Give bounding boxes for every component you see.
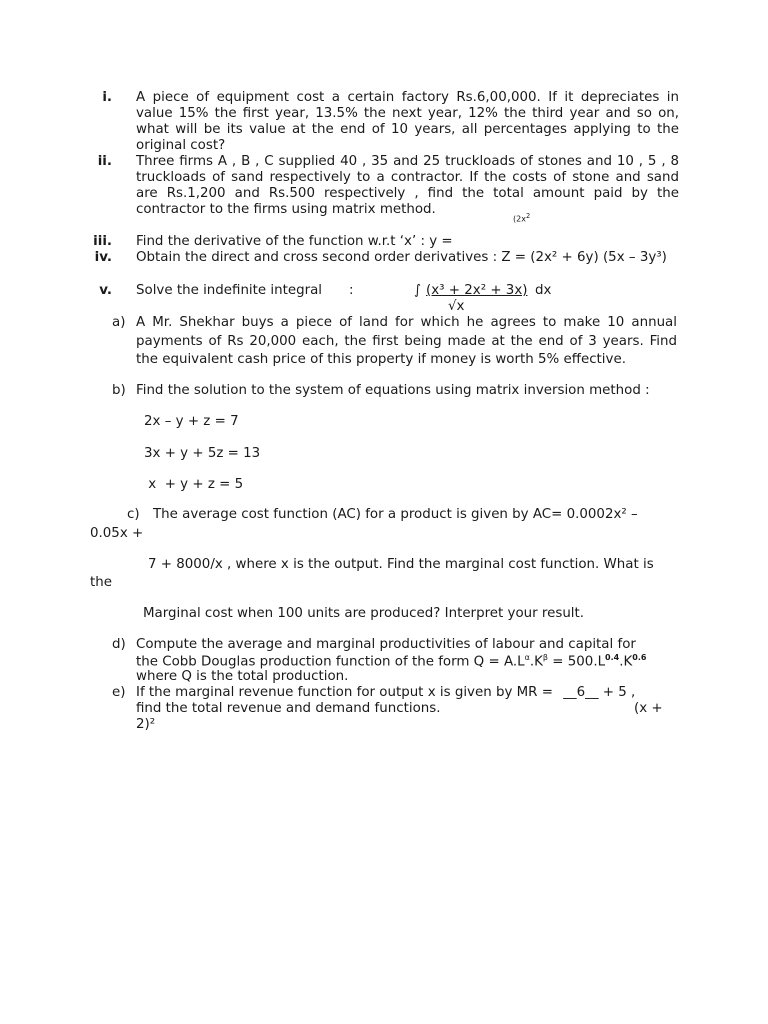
question-number: i. bbox=[102, 90, 112, 105]
integral-dx: dx bbox=[535, 283, 552, 298]
stray-base: (2x bbox=[513, 214, 526, 224]
part-c-line2-wrap: the bbox=[90, 575, 112, 590]
formula-text: .K bbox=[619, 654, 633, 670]
part-a-label: a) bbox=[112, 315, 126, 330]
question-number: v. bbox=[99, 283, 112, 298]
formula-text: .K bbox=[529, 654, 543, 670]
part-c-line1-wrap: 0.05x + bbox=[90, 526, 144, 541]
equation-3: x + y + z = 5 bbox=[144, 477, 244, 492]
alpha-exponent: α bbox=[524, 653, 530, 662]
part-d-label: d) bbox=[112, 637, 126, 652]
part-e-label: e) bbox=[112, 685, 126, 700]
part-d-line3: where Q is the total production. bbox=[136, 669, 349, 684]
question-number: iii. bbox=[93, 234, 112, 249]
question-iv bbox=[90, 250, 680, 282]
mr-text-tail: + 5 , bbox=[598, 685, 636, 700]
part-a-text: A Mr. Shekhar buys a piece of land for which he agrees to make 10 annual payments of Rs 20,000 each, the first being made at the end of 3 years. Find the equivalent cash price of this property if money is worth 5% effective. bbox=[136, 315, 677, 367]
part-c-label: c) bbox=[127, 507, 140, 522]
question-i bbox=[90, 90, 680, 154]
equation-2: 3x + y + 5z = 13 bbox=[144, 446, 261, 461]
part-c-line1: The average cost function (AC) for a product is given by AC= 0.0002x² – bbox=[153, 507, 638, 522]
part-b-label: b) bbox=[112, 383, 126, 398]
question-text: A piece of equipment cost a certain factory Rs.6,00,000. If it depreciates in value 15% the first year, 13.5% the next year, 12% the third year and so on, what will be its value at the end of 10 years, all percentages applying to the original cost? bbox=[136, 90, 679, 153]
mr-denominator-b: 2)² bbox=[136, 717, 156, 732]
mr-text: If the marginal revenue function for output x is given by MR = bbox=[136, 685, 553, 700]
question-text: Obtain the direct and cross second order derivatives : Z = (2x² + 6y) (5x – 3y³) bbox=[136, 250, 667, 265]
question-ii bbox=[90, 154, 680, 218]
capital-exponent: 0.6 bbox=[632, 653, 647, 662]
question-v bbox=[90, 283, 680, 315]
question-text: Three firms A , B , C supplied 40 , 35 and 25 truckloads of stones and 10 , 5 , 8 truckloads of sand respectively to a contractor. If the costs of stone and sand are Rs.1,200 and Rs.500 respectively , find the total amount paid by the contractor to the firms using matrix method. bbox=[136, 154, 679, 217]
question-text: Solve the indefinite integral bbox=[136, 283, 323, 298]
part-e-line1 bbox=[136, 685, 635, 700]
formula-text: the Cobb Douglas production function of the form Q = A.L bbox=[136, 654, 525, 670]
part-d-line1: Compute the average and marginal productivities of labour and capital for bbox=[136, 637, 636, 652]
stray-fragment bbox=[513, 212, 530, 224]
stray-sup: 2 bbox=[525, 212, 531, 220]
part-c-line2: 7 + 8000/x , where x is the output. Find the marginal cost function. What is bbox=[148, 557, 654, 572]
mr-numerator: __6__ bbox=[563, 685, 599, 700]
beta-exponent: β bbox=[542, 653, 549, 662]
part-b-text: Find the solution to the system of equations using matrix inversion method : bbox=[136, 383, 650, 398]
question-number: iv. bbox=[94, 250, 112, 265]
integrand-denominator: √x bbox=[448, 299, 465, 314]
integrand-numerator: (x³ + 2x² + 3x) bbox=[426, 283, 528, 298]
labour-exponent: 0.4 bbox=[605, 653, 620, 662]
equation-1: 2x – y + z = 7 bbox=[144, 414, 239, 429]
mr-denominator-a: (x + bbox=[634, 701, 663, 716]
part-c-line3: Marginal cost when 100 units are produced? Interpret your result. bbox=[143, 606, 585, 621]
question-text: Find the derivative of the function w.r.t ‘x’ : y = bbox=[136, 234, 453, 249]
question-iii bbox=[90, 234, 680, 250]
part-d-line2 bbox=[136, 653, 646, 669]
integral-colon: : bbox=[349, 283, 354, 298]
part-e-line2: find the total revenue and demand functions. bbox=[136, 701, 441, 716]
question-number: ii. bbox=[97, 154, 112, 169]
formula-text: = 500.L bbox=[548, 654, 606, 670]
integral-sign: ∫ bbox=[414, 283, 421, 298]
